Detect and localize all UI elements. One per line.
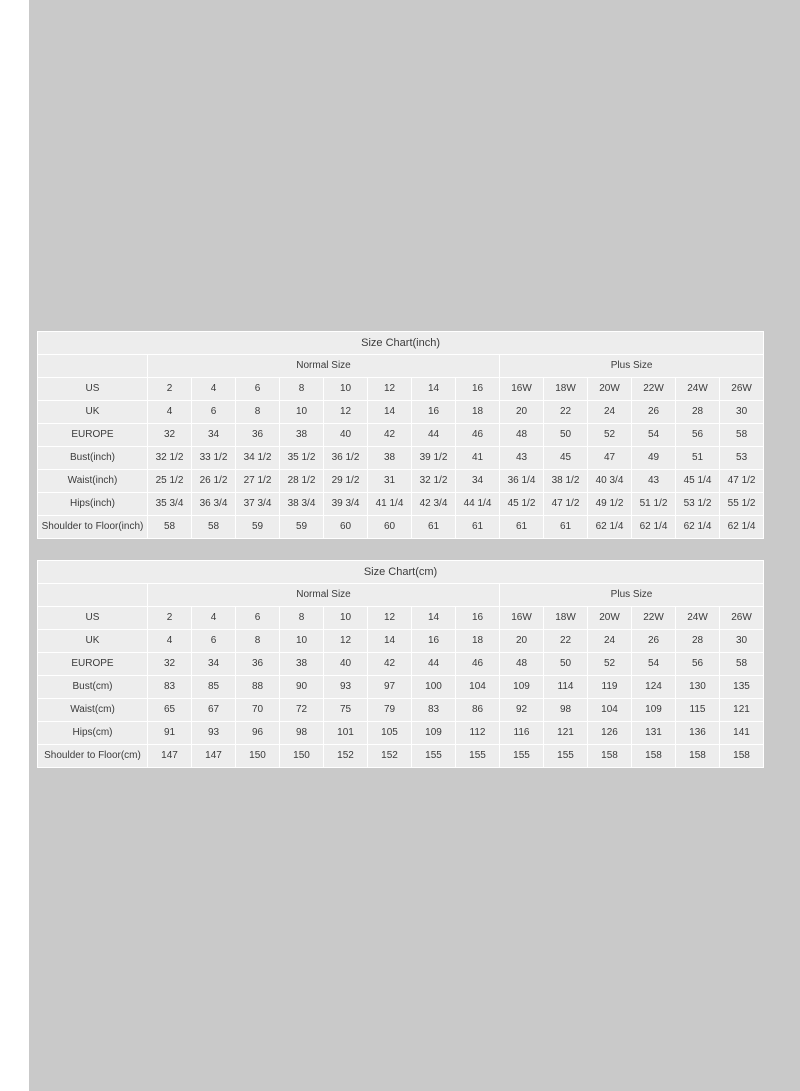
- table-cell: 24: [588, 401, 632, 424]
- table-cell: 4: [148, 630, 192, 653]
- table-row: [38, 653, 764, 676]
- table-cell: 34: [456, 470, 500, 493]
- table-cell: 16: [412, 630, 456, 653]
- column-group-header: Normal Size: [148, 584, 500, 607]
- table-cell: 90: [280, 676, 324, 699]
- table-cell: 33 1/2: [192, 447, 236, 470]
- table-cell: 43: [632, 470, 676, 493]
- table-cell: 30: [720, 401, 764, 424]
- table-cell: 130: [676, 676, 720, 699]
- row-header: UK: [38, 401, 148, 424]
- table-cell: 37 3/4: [236, 493, 280, 516]
- table-cell: 29 1/2: [324, 470, 368, 493]
- table-cell: 67: [192, 699, 236, 722]
- table-cell: 62 1/4: [588, 516, 632, 539]
- chart-title: Size Chart(inch): [38, 332, 764, 355]
- table-cell: 47: [588, 447, 632, 470]
- table-cell: 16W: [500, 607, 544, 630]
- table-cell: 26W: [720, 607, 764, 630]
- row-header: EUROPE: [38, 653, 148, 676]
- table-cell: 58: [720, 653, 764, 676]
- table-cell: 6: [236, 607, 280, 630]
- table-cell: 97: [368, 676, 412, 699]
- table-cell: 38 3/4: [280, 493, 324, 516]
- column-group-header: Plus Size: [500, 584, 764, 607]
- table-cell: 34: [192, 653, 236, 676]
- table-cell: 39 3/4: [324, 493, 368, 516]
- table-cell: 32 1/2: [148, 447, 192, 470]
- table-cell: 70: [236, 699, 280, 722]
- row-header: US: [38, 378, 148, 401]
- table-cell: 45 1/2: [500, 493, 544, 516]
- table-cell: 10: [324, 378, 368, 401]
- table-cell: 56: [676, 653, 720, 676]
- table-cell: 35 1/2: [280, 447, 324, 470]
- table-cell: 54: [632, 424, 676, 447]
- table-cell: 41 1/4: [368, 493, 412, 516]
- table-cell: 109: [632, 699, 676, 722]
- table-cell: 45: [544, 447, 588, 470]
- table-cell: 24W: [676, 378, 720, 401]
- table-cell: 26 1/2: [192, 470, 236, 493]
- row-header: Shoulder to Floor(inch): [38, 516, 148, 539]
- table-cell: 116: [500, 722, 544, 745]
- table-cell: 22W: [632, 378, 676, 401]
- table-cell: 42 3/4: [412, 493, 456, 516]
- table-cell: 43: [500, 447, 544, 470]
- table-cell: 12: [368, 607, 412, 630]
- table-cell: 155: [456, 745, 500, 768]
- group-header-row: [38, 355, 764, 378]
- table-cell: 18W: [544, 378, 588, 401]
- table-cell: 18W: [544, 607, 588, 630]
- table-row: [38, 424, 764, 447]
- table-cell: 10: [324, 607, 368, 630]
- table-cell: 42: [368, 424, 412, 447]
- table-cell: 28 1/2: [280, 470, 324, 493]
- table-row: [38, 699, 764, 722]
- table-cell: 36 1/4: [500, 470, 544, 493]
- table-cell: 44 1/4: [456, 493, 500, 516]
- row-header: Hips(cm): [38, 722, 148, 745]
- table-cell: 26: [632, 401, 676, 424]
- table-cell: 28: [676, 630, 720, 653]
- table-cell: 158: [632, 745, 676, 768]
- table-cell: 12: [324, 401, 368, 424]
- table-cell: 18: [456, 401, 500, 424]
- table-cell: 47 1/2: [544, 493, 588, 516]
- table-cell: 100: [412, 676, 456, 699]
- table-row: [38, 447, 764, 470]
- table-cell: 36: [236, 424, 280, 447]
- table-cell: 155: [544, 745, 588, 768]
- table-cell: 39 1/2: [412, 447, 456, 470]
- table-cell: 75: [324, 699, 368, 722]
- table-cell: 72: [280, 699, 324, 722]
- chart-title-row: [38, 332, 764, 355]
- background-canvas: [29, 0, 800, 1091]
- table-cell: 61: [412, 516, 456, 539]
- table-cell: 61: [544, 516, 588, 539]
- table-cell: 158: [676, 745, 720, 768]
- table-cell: 48: [500, 424, 544, 447]
- table-cell: 20: [500, 630, 544, 653]
- table-cell: 109: [500, 676, 544, 699]
- table-cell: 22W: [632, 607, 676, 630]
- table-cell: 59: [280, 516, 324, 539]
- table-cell: 16W: [500, 378, 544, 401]
- table-cell: 98: [544, 699, 588, 722]
- table-cell: 158: [588, 745, 632, 768]
- table-cell: 30: [720, 630, 764, 653]
- table-cell: 14: [412, 378, 456, 401]
- table-cell: 61: [456, 516, 500, 539]
- table-cell: 155: [412, 745, 456, 768]
- table-cell: 24: [588, 630, 632, 653]
- table-cell: 18: [456, 630, 500, 653]
- row-header: UK: [38, 630, 148, 653]
- table-row: [38, 607, 764, 630]
- table-cell: 85: [192, 676, 236, 699]
- table-cell: 45 1/4: [676, 470, 720, 493]
- table-row: [38, 676, 764, 699]
- table-cell: 6: [192, 630, 236, 653]
- table-cell: 16: [456, 378, 500, 401]
- table-cell: 51: [676, 447, 720, 470]
- table-cell: 32 1/2: [412, 470, 456, 493]
- table-cell: 14: [368, 401, 412, 424]
- table-cell: 158: [720, 745, 764, 768]
- table-cell: 46: [456, 424, 500, 447]
- table-cell: 20W: [588, 607, 632, 630]
- table-cell: 155: [500, 745, 544, 768]
- table-cell: 24W: [676, 607, 720, 630]
- chart-title: Size Chart(cm): [38, 561, 764, 584]
- table-cell: 10: [280, 401, 324, 424]
- chart-title-row: [38, 561, 764, 584]
- table-cell: 35 3/4: [148, 493, 192, 516]
- table-cell: 8: [280, 378, 324, 401]
- corner-cell: [38, 355, 148, 378]
- table-cell: 2: [148, 378, 192, 401]
- table-cell: 20: [500, 401, 544, 424]
- table-cell: 6: [236, 378, 280, 401]
- table-cell: 50: [544, 424, 588, 447]
- table-cell: 8: [236, 630, 280, 653]
- table-cell: 52: [588, 653, 632, 676]
- table-cell: 150: [236, 745, 280, 768]
- table-cell: 46: [456, 653, 500, 676]
- table-row: [38, 401, 764, 424]
- table-cell: 83: [412, 699, 456, 722]
- table-cell: 93: [192, 722, 236, 745]
- table-cell: 48: [500, 653, 544, 676]
- size-chart-table: [37, 331, 764, 539]
- table-cell: 59: [236, 516, 280, 539]
- table-row: [38, 516, 764, 539]
- table-cell: 96: [236, 722, 280, 745]
- table-cell: 56: [676, 424, 720, 447]
- table-cell: 47 1/2: [720, 470, 764, 493]
- table-cell: 112: [456, 722, 500, 745]
- table-cell: 40 3/4: [588, 470, 632, 493]
- size-chart-cm: [37, 560, 763, 768]
- table-cell: 8: [280, 607, 324, 630]
- table-cell: 41: [456, 447, 500, 470]
- column-group-header: Normal Size: [148, 355, 500, 378]
- table-cell: 6: [192, 401, 236, 424]
- table-cell: 53 1/2: [676, 493, 720, 516]
- row-header: US: [38, 607, 148, 630]
- table-row: [38, 378, 764, 401]
- table-cell: 91: [148, 722, 192, 745]
- table-cell: 42: [368, 653, 412, 676]
- table-cell: 58: [192, 516, 236, 539]
- table-cell: 62 1/4: [720, 516, 764, 539]
- table-cell: 126: [588, 722, 632, 745]
- table-cell: 104: [588, 699, 632, 722]
- table-cell: 34: [192, 424, 236, 447]
- table-cell: 38: [280, 424, 324, 447]
- table-cell: 136: [676, 722, 720, 745]
- table-cell: 28: [676, 401, 720, 424]
- table-cell: 51 1/2: [632, 493, 676, 516]
- table-cell: 121: [544, 722, 588, 745]
- table-cell: 10: [280, 630, 324, 653]
- table-cell: 55 1/2: [720, 493, 764, 516]
- table-cell: 38 1/2: [544, 470, 588, 493]
- table-cell: 32: [148, 653, 192, 676]
- table-cell: 36 1/2: [324, 447, 368, 470]
- table-cell: 16: [456, 607, 500, 630]
- table-cell: 101: [324, 722, 368, 745]
- table-cell: 4: [192, 378, 236, 401]
- table-cell: 14: [412, 607, 456, 630]
- table-cell: 121: [720, 699, 764, 722]
- table-cell: 58: [720, 424, 764, 447]
- table-cell: 20W: [588, 378, 632, 401]
- table-cell: 104: [456, 676, 500, 699]
- table-cell: 40: [324, 424, 368, 447]
- table-cell: 38: [280, 653, 324, 676]
- size-chart-table: [37, 560, 764, 768]
- table-cell: 54: [632, 653, 676, 676]
- table-cell: 44: [412, 424, 456, 447]
- table-cell: 98: [280, 722, 324, 745]
- column-group-header: Plus Size: [500, 355, 764, 378]
- table-cell: 88: [236, 676, 280, 699]
- table-row: [38, 493, 764, 516]
- table-cell: 36: [236, 653, 280, 676]
- table-cell: 114: [544, 676, 588, 699]
- table-cell: 40: [324, 653, 368, 676]
- table-cell: 36 3/4: [192, 493, 236, 516]
- table-cell: 62 1/4: [632, 516, 676, 539]
- table-cell: 105: [368, 722, 412, 745]
- table-cell: 26: [632, 630, 676, 653]
- table-row: [38, 745, 764, 768]
- table-cell: 83: [148, 676, 192, 699]
- row-header: Bust(cm): [38, 676, 148, 699]
- table-cell: 109: [412, 722, 456, 745]
- table-cell: 16: [412, 401, 456, 424]
- table-cell: 25 1/2: [148, 470, 192, 493]
- row-header: Waist(cm): [38, 699, 148, 722]
- table-cell: 119: [588, 676, 632, 699]
- table-cell: 135: [720, 676, 764, 699]
- group-header-row: [38, 584, 764, 607]
- table-cell: 141: [720, 722, 764, 745]
- table-cell: 50: [544, 653, 588, 676]
- table-cell: 27 1/2: [236, 470, 280, 493]
- table-cell: 4: [192, 607, 236, 630]
- table-cell: 60: [324, 516, 368, 539]
- table-cell: 12: [324, 630, 368, 653]
- table-cell: 26W: [720, 378, 764, 401]
- table-cell: 34 1/2: [236, 447, 280, 470]
- table-cell: 2: [148, 607, 192, 630]
- table-cell: 32: [148, 424, 192, 447]
- table-cell: 92: [500, 699, 544, 722]
- table-cell: 60: [368, 516, 412, 539]
- table-cell: 22: [544, 630, 588, 653]
- table-row: [38, 470, 764, 493]
- table-cell: 61: [500, 516, 544, 539]
- table-cell: 14: [368, 630, 412, 653]
- table-cell: 150: [280, 745, 324, 768]
- table-cell: 124: [632, 676, 676, 699]
- table-cell: 147: [192, 745, 236, 768]
- table-cell: 49 1/2: [588, 493, 632, 516]
- table-cell: 62 1/4: [676, 516, 720, 539]
- table-cell: 65: [148, 699, 192, 722]
- corner-cell: [38, 584, 148, 607]
- table-cell: 52: [588, 424, 632, 447]
- table-cell: 115: [676, 699, 720, 722]
- size-chart-inch: [37, 331, 763, 539]
- table-row: [38, 722, 764, 745]
- row-header: Hips(inch): [38, 493, 148, 516]
- table-cell: 152: [368, 745, 412, 768]
- table-row: [38, 630, 764, 653]
- table-cell: 31: [368, 470, 412, 493]
- table-cell: 86: [456, 699, 500, 722]
- table-cell: 12: [368, 378, 412, 401]
- table-cell: 4: [148, 401, 192, 424]
- table-cell: 53: [720, 447, 764, 470]
- table-cell: 152: [324, 745, 368, 768]
- table-cell: 93: [324, 676, 368, 699]
- row-header: Waist(inch): [38, 470, 148, 493]
- row-header: Bust(inch): [38, 447, 148, 470]
- table-cell: 8: [236, 401, 280, 424]
- table-cell: 147: [148, 745, 192, 768]
- table-cell: 49: [632, 447, 676, 470]
- table-cell: 44: [412, 653, 456, 676]
- table-cell: 38: [368, 447, 412, 470]
- table-cell: 79: [368, 699, 412, 722]
- row-header: Shoulder to Floor(cm): [38, 745, 148, 768]
- row-header: EUROPE: [38, 424, 148, 447]
- table-cell: 131: [632, 722, 676, 745]
- table-cell: 22: [544, 401, 588, 424]
- table-cell: 58: [148, 516, 192, 539]
